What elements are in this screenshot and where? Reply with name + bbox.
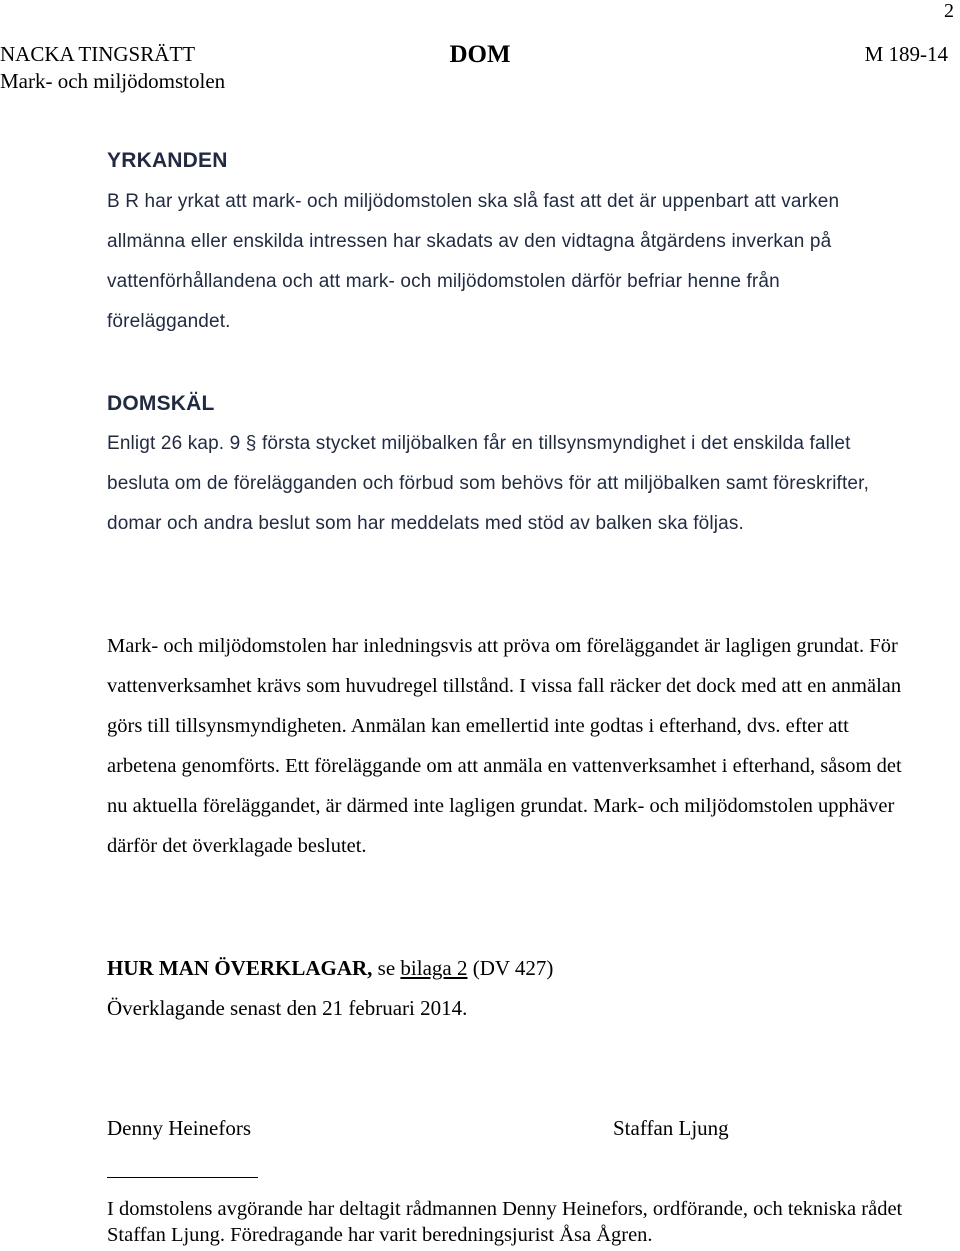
reasons-heading: DOMSKÄL <box>107 392 215 415</box>
appeal-heading: HUR MAN ÖVERKLAGAR, <box>107 956 373 980</box>
form-reference: (DV 427) <box>472 956 554 980</box>
composition-note: I domstolens avgörande har deltagit rådmannen Denny Heinefors, ordförande, och tekniska rådet Staffan Ljung. Föredragande har varit beredningsjurist Åsa Ågren. <box>107 1198 903 1246</box>
signature-judge-1: Denny Heinefors <box>107 1116 252 1140</box>
signature-judge-2: Staffan Ljung <box>613 1116 729 1140</box>
appeal-see: se <box>377 956 396 980</box>
court-department: Mark- och miljödomstolen <box>0 69 226 93</box>
claims-heading: YRKANDEN <box>107 149 228 172</box>
document-type: DOM <box>449 41 511 68</box>
claims-paragraph: B R har yrkat att mark- och miljödomstolen ska slå fast att det är uppenbart att varken allmänna eller enskilda intressen har skadats av den vidtagna åtgärdens inverkan på vattenförhållandena och att mark- och miljödomstolen därför befriar henne från föreläggandet. <box>107 191 840 332</box>
reasons-paragraph-1: Enligt 26 kap. 9 § första stycket miljöbalken får en tillsynsmyndighet i det enskilda fallet besluta om de förelägganden och förbud som behövs för att miljöbalken samt föreskrifter, domar och andra beslut som har meddelats med stöd av balken ska följas. <box>107 433 869 534</box>
appeal-instructions <box>107 956 553 981</box>
case-number: M 189-14 <box>864 42 948 66</box>
footnote-divider <box>107 1177 258 1178</box>
page-number: 2 <box>944 0 954 22</box>
court-name: NACKA TINGSRÄTT <box>0 42 196 66</box>
reasons-paragraph-2: Mark- och miljödomstolen har inledningsvis att pröva om föreläggandet är lagligen grundat. För vattenverksamhet krävs som huvudregel tillstånd. I vissa fall räcker det dock med att en anmälan görs till tillsynsmyndigheten. Anmälan kan emellertid inte godtas i efterhand, dvs. efter att arbetena genomförts. Ett föreläggande om att anmäla en vattenverksamhet i efterhand, såsom det nu aktuella föreläggandet, är därmed inte lagligen grundat. Mark- och miljödomstolen upphäver därför det överklagade beslutet. <box>107 635 902 857</box>
appendix-link[interactable]: bilaga 2 <box>400 956 468 980</box>
appeal-deadline: Överklagande senast den 21 februari 2014. <box>107 996 468 1020</box>
